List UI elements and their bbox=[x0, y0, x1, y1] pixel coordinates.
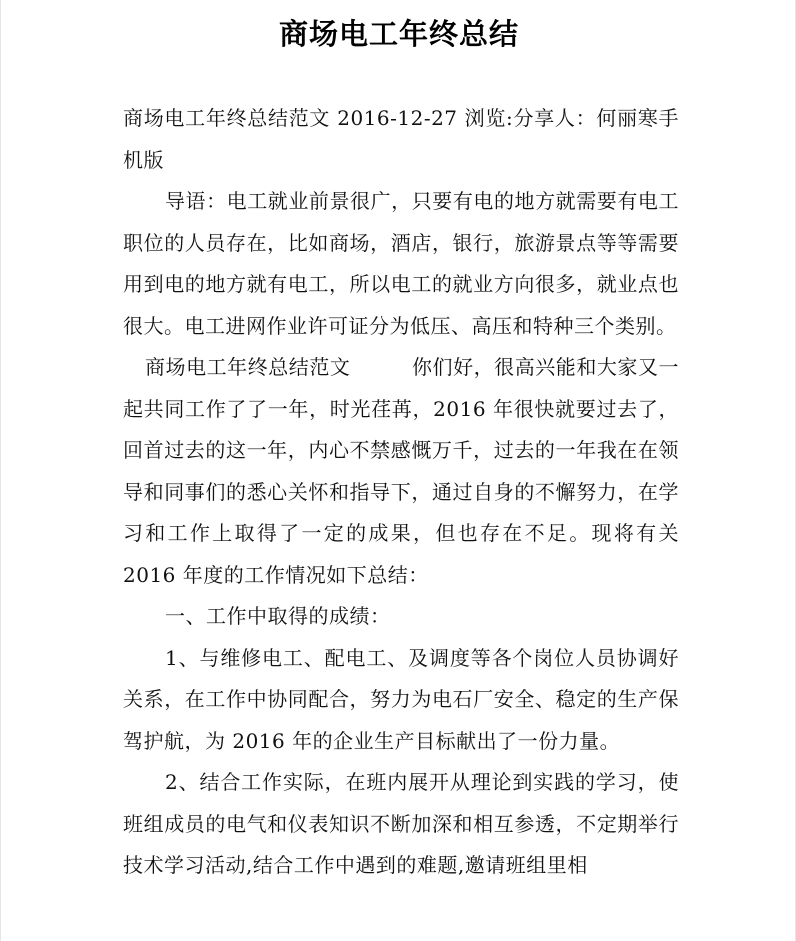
body-paragraph: 商场电工年终总结范文 你们好，很高兴能和大家又一起共同工作了了一年，时光荏苒，2016 年很快就要过去了，回首过去的这一年，内心不禁感慨万千，过去的一年我在在领导和同事们的悉心关怀和指导下，通过自身的不懈努力，在学习和工作上取得了一定的成果，但也存在不足。现将有关 2016 年度的工作情况如下总结： bbox=[123, 355, 679, 587]
list-item: 1、与维修电工、配电工、及调度等各个岗位人员协调好关系，在工作中协同配合，努力为电石厂安全、稳定的生产保驾护航，为 2016 年的企业生产目标献出了一份力量。 bbox=[123, 645, 679, 753]
intro-paragraph: 导语：电工就业前景很广，只要有电的地方就需要有电工职位的人员存在，比如商场，酒店，银行，旅游景点等等需要用到电的地方就有电工，所以电工的就业方向很多，就业点也很大。电工进网作业许可证分为低压、高压和特种三个类别。 bbox=[123, 189, 679, 338]
document-body bbox=[123, 98, 679, 887]
meta-line: 商场电工年终总结范文 2016-12-27 浏览:分享人：何丽寒手机版 bbox=[123, 106, 679, 172]
list-item: 2、结合工作实际，在班内展开从理论到实践的学习，使班组成员的电气和仪表知识不断加深和相互参透，不定期举行技术学习活动,结合工作中遇到的难题,邀请班组里相 bbox=[123, 770, 679, 877]
document-title: 商场电工年终总结 bbox=[278, 17, 519, 51]
section-heading: 一、工作中取得的成绩： bbox=[165, 604, 391, 628]
